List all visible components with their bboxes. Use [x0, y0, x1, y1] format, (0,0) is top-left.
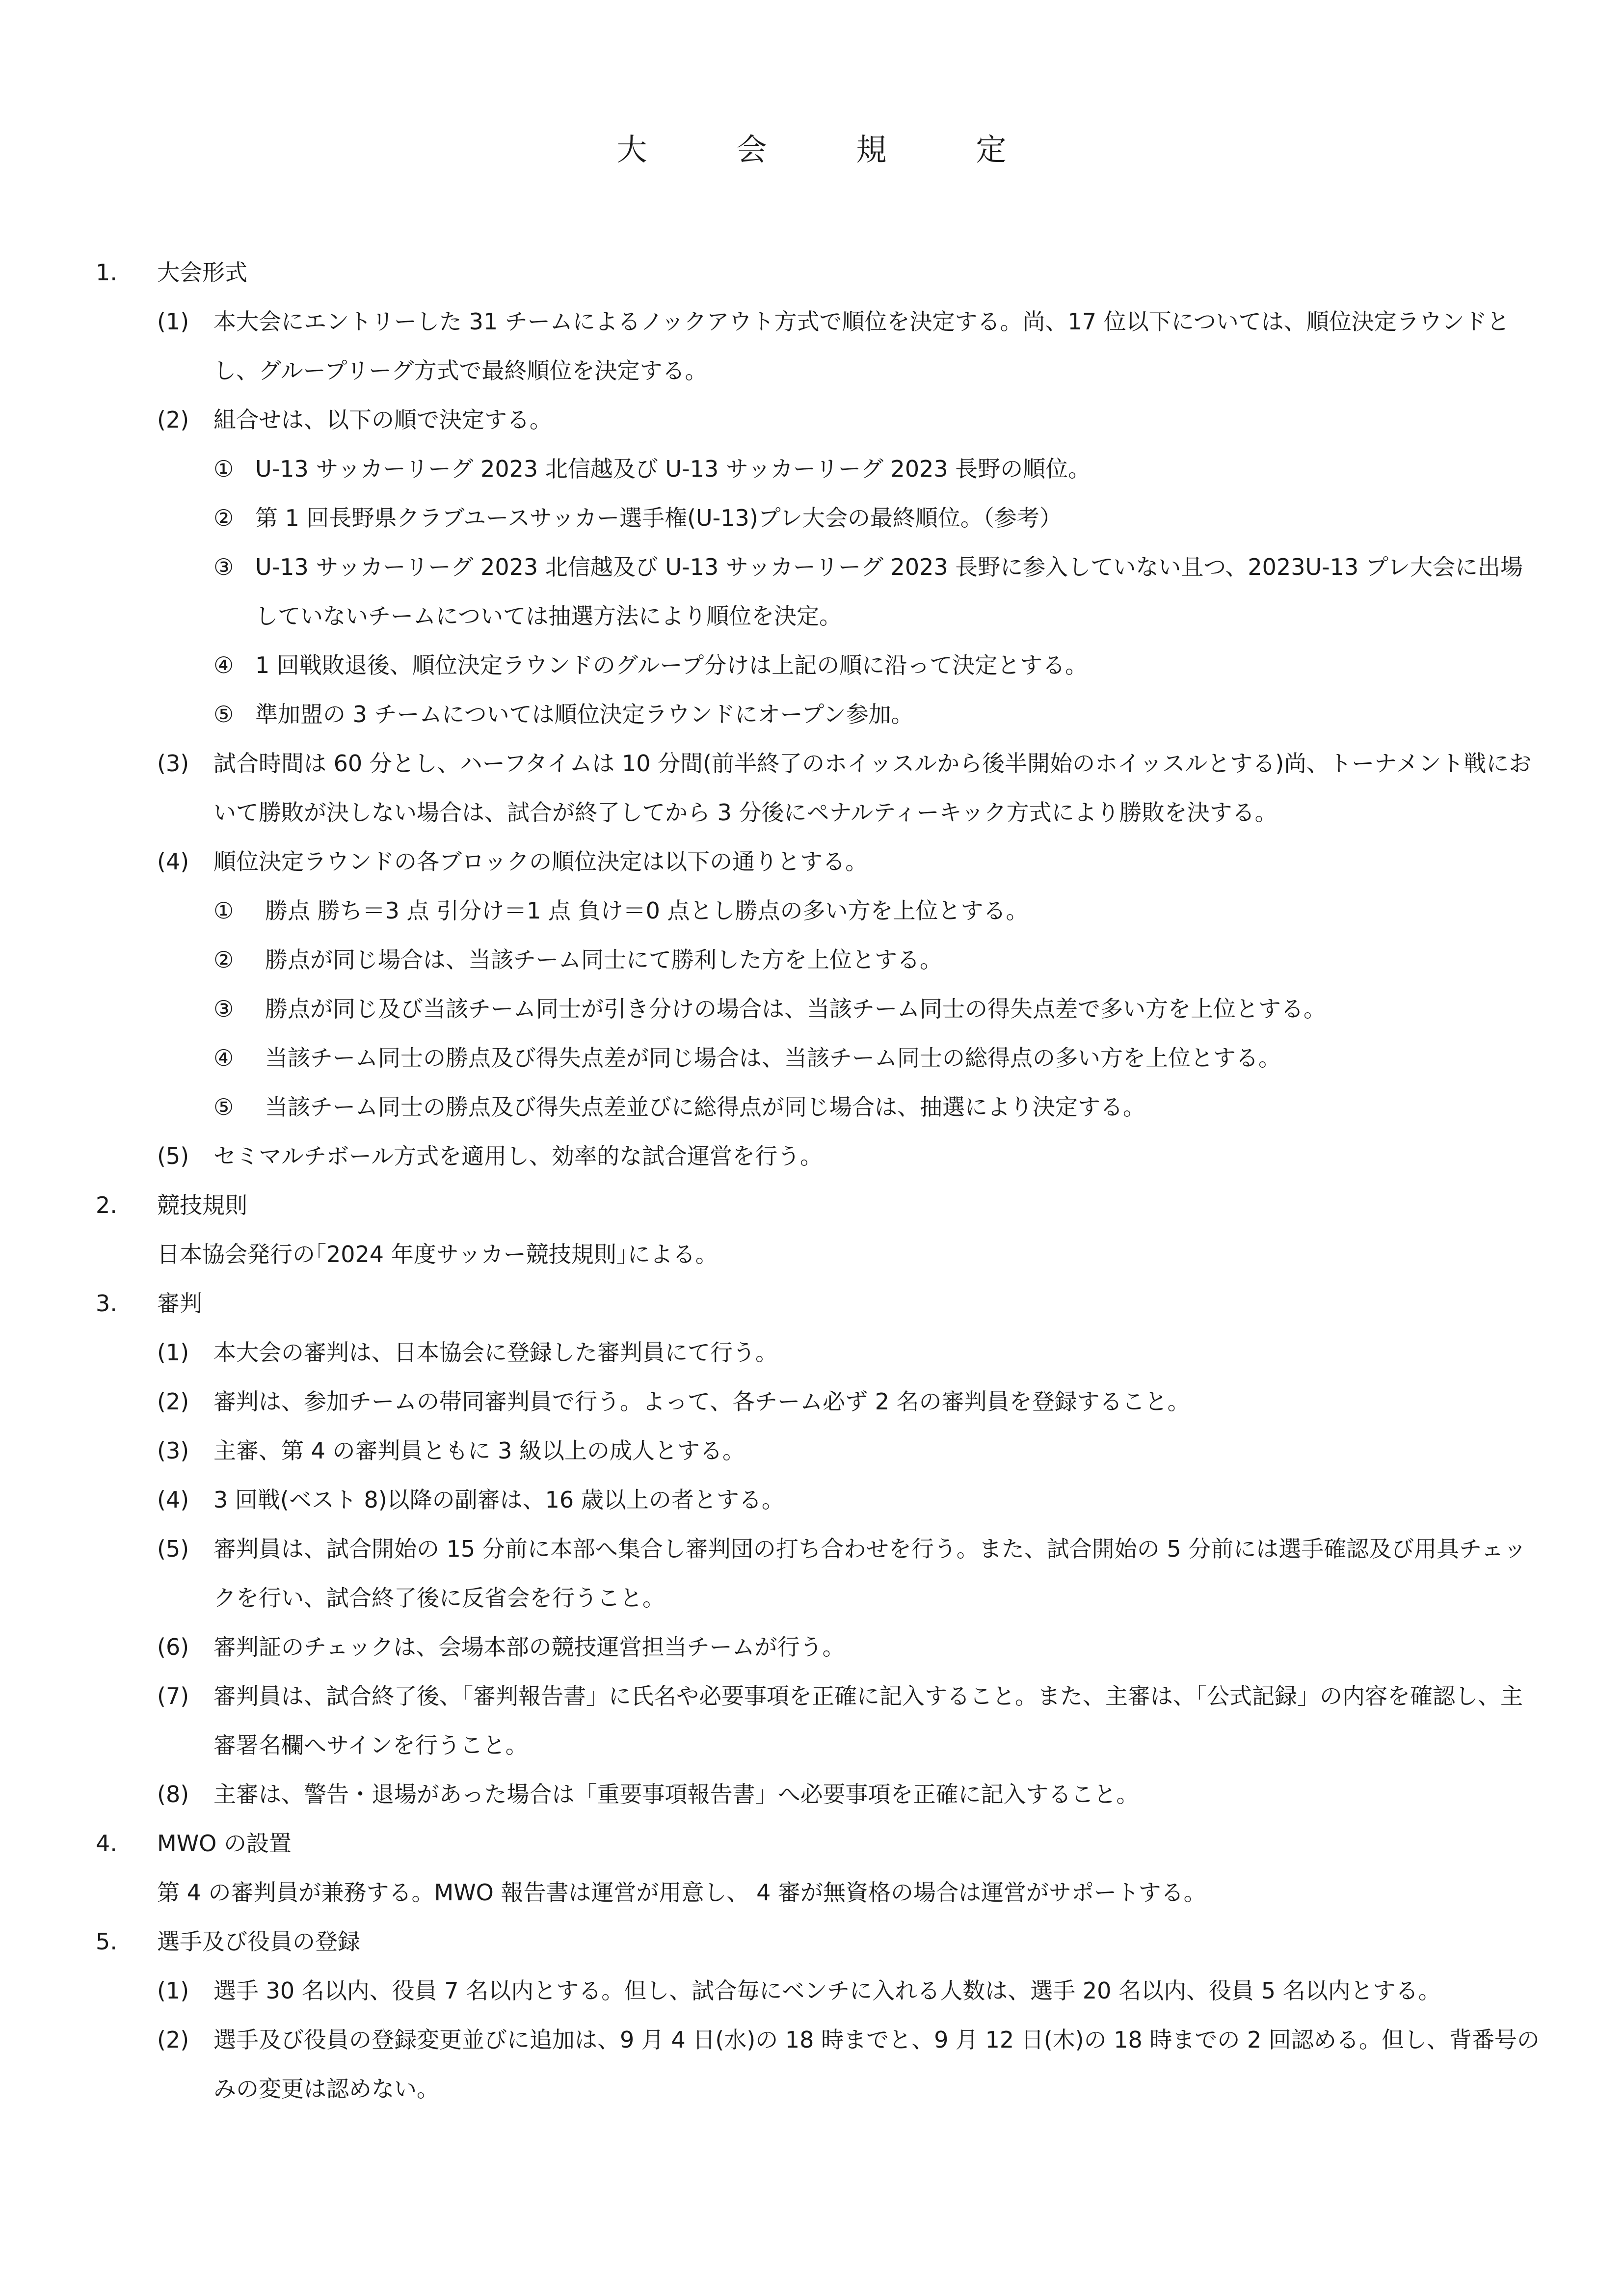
item-text: 本大会の審判は、日本協会に登録した審判員にて行う。 [213, 1339, 778, 1366]
ranking-rule-text: 当該チーム同士の勝点及び得失点差が同じ場合は、当該チーム同士の総得点の多い方を上位とする。 [265, 1045, 1281, 1071]
list-item [157, 1475, 1543, 1524]
section-number: 5. [96, 1928, 117, 1955]
sub-item [213, 690, 1543, 739]
ranking-rule-text: 勝点が同じ及び当該チーム同士が引き分けの場合は、当該チーム同士の得失点差で多い方を上位とする。 [265, 996, 1326, 1022]
section-heading: 選手及び役員の登録 [157, 1928, 360, 1955]
sub-item [213, 444, 1543, 493]
list-item [157, 1770, 1543, 1819]
item-number: (2) [157, 1388, 189, 1415]
list-item [157, 1672, 1543, 1770]
section-heading: MWO の設置 [157, 1830, 292, 1857]
item-text: 審判員は、試合開始の 15 分前に本部へ集合し審判団の打ち合わせを行う。また、試合開始の 5 分前には選手確認及び用具チェックを行い、試合終了後に反省会を行うこと。 [213, 1536, 1526, 1611]
section [96, 1819, 1543, 1917]
item-number: (4) [157, 1486, 189, 1513]
item-text: 本大会にエントリーした 31 チームによるノックアウト方式で順位を決定する。尚、17 位以下については、順位決定ラウンドとし、グループリーグ方式で最終順位を決定する。 [213, 308, 1510, 384]
sub-item-text: 準加盟の 3 チームについては順位決定ラウンドにオープン参加。 [255, 701, 914, 728]
sub-item-number: ③ [213, 554, 234, 580]
sub-item [213, 542, 1543, 641]
item-number: (7) [157, 1683, 189, 1709]
list-item [157, 297, 1543, 395]
sub-item [213, 493, 1543, 542]
list-item [157, 1524, 1543, 1622]
page-title: 大 会 規 定 [616, 132, 1036, 167]
list-item [157, 837, 1543, 1132]
sub-item [213, 641, 1543, 690]
list-item [157, 739, 1543, 837]
ranking-rule-number: ② [213, 946, 234, 973]
item-number: (5) [157, 1143, 189, 1169]
item-text: 審判員は、試合終了後、「審判報告書」に氏名や必要事項を正確に記入すること。また、主審は、「公式記録」の内容を確認し、主審署名欄へサインを行うこと。 [213, 1683, 1523, 1758]
ranking-rule-text: 勝点 勝ち＝3 点 引分け＝1 点 負け＝0 点とし勝点の多い方を上位とする。 [265, 897, 1029, 924]
item-text: 組合せは、以下の順で決定する。 [213, 406, 552, 433]
sub-item-number: ④ [213, 652, 234, 678]
list-item [157, 1377, 1543, 1426]
section [96, 1917, 1543, 2113]
section-heading: 競技規則 [157, 1192, 247, 1218]
ranking-rule-number: ① [213, 897, 234, 924]
item-text: 主審、第 4 の審判員ともに 3 級以上の成人とする。 [213, 1437, 745, 1464]
item-number: (6) [157, 1634, 189, 1660]
list-item [157, 1622, 1543, 1672]
item-number: (5) [157, 1536, 189, 1562]
regulations-body [96, 248, 1543, 2113]
ranking-rule [213, 935, 1543, 984]
ranking-rule [213, 984, 1543, 1033]
list-item [157, 1966, 1543, 2015]
item-number: (3) [157, 750, 189, 777]
item-text: 審判証のチェックは、会場本部の競技運営担当チームが行う。 [213, 1634, 845, 1660]
section-heading: 大会形式 [157, 259, 247, 286]
ranking-rule [213, 886, 1543, 935]
sub-item-text: 第 1 回長野県クラブユースサッカー選手権(U-13)プレ大会の最終順位。（参考） [255, 505, 1062, 531]
item-text: 審判は、参加チームの帯同審判員で行う。よって、各チーム必ず 2 名の審判員を登録すること。 [213, 1388, 1190, 1415]
item-number: (2) [157, 2026, 189, 2053]
item-text: 選手 30 名以内、役員 7 名以内とする。但し、試合毎にベンチに入れる人数は、選手 20 名以内、役員 5 名以内とする。 [213, 1977, 1441, 2004]
item-number: (1) [157, 1977, 189, 2004]
ranking-rule-number: ④ [213, 1045, 234, 1071]
section [96, 1181, 1543, 1279]
section-body-text: 第 4 の審判員が兼務する。MWO 報告書は運営が用意し、 4 審が無資格の場合は運営がサポートする。 [157, 1879, 1206, 1906]
item-text: 順位決定ラウンドの各ブロックの順位決定は以下の通りとする。 [213, 848, 868, 875]
item-number: (8) [157, 1781, 189, 1808]
list-item [157, 1328, 1543, 1377]
section-body-text: 日本協会発行の｢2024 年度サッカー競技規則｣による。 [157, 1241, 718, 1268]
item-text: 3 回戦(ベスト 8)以降の副審は、16 歳以上の者とする。 [213, 1486, 784, 1513]
list-item [157, 1426, 1543, 1475]
section [96, 1279, 1543, 1819]
list-item [157, 2015, 1543, 2113]
sub-item-number: ⑤ [213, 701, 234, 728]
section-number: 3. [96, 1290, 117, 1317]
list-item [157, 395, 1543, 739]
item-text: セミマルチボール方式を適用し、効率的な試合運営を行う。 [213, 1143, 823, 1169]
item-number: (1) [157, 308, 189, 335]
item-number: (1) [157, 1339, 189, 1366]
section-number: 4. [96, 1830, 117, 1857]
ranking-rule-text: 勝点が同じ場合は、当該チーム同士にて勝利した方を上位とする。 [265, 946, 942, 973]
sub-item-text: U-13 サッカーリーグ 2023 北信越及び U-13 サッカーリーグ 2023 長野の順位。 [255, 456, 1091, 482]
item-text: 主審は、警告・退場があった場合は「重要事項報告書」へ必要事項を正確に記入すること。 [213, 1781, 1139, 1808]
item-number: (2) [157, 406, 189, 433]
sub-item-number: ① [213, 456, 234, 482]
ranking-rule [213, 1082, 1543, 1132]
ranking-rule-number: ⑤ [213, 1094, 234, 1120]
item-text: 試合時間は 60 分とし、ハーフタイムは 10 分間(前半終了のホイッスルから後半開始のホイッスルとする)尚、トーナメント戦において勝敗が決しない場合は、試合が終了してから 3 分後にペナルティーキック方式により勝敗を決する。 [213, 750, 1532, 826]
list-item [157, 1132, 1543, 1181]
sub-item-text: U-13 サッカーリーグ 2023 北信越及び U-13 サッカーリーグ 2023 長野に参入していない且つ、2023U-13 プレ大会に出場していないチームについては抽選方法により順位を決定。 [255, 554, 1523, 629]
ranking-rule-text: 当該チーム同士の勝点及び得失点差並びに総得点が同じ場合は、抽選により決定する。 [265, 1094, 1145, 1120]
section [96, 248, 1543, 1181]
ranking-rule-number: ③ [213, 996, 234, 1022]
ranking-rule [213, 1033, 1543, 1082]
section-number: 1. [96, 259, 117, 286]
section-heading: 審判 [157, 1290, 202, 1317]
item-number: (3) [157, 1437, 189, 1464]
section-number: 2. [96, 1192, 117, 1218]
sub-item-text: 1 回戦敗退後、順位決定ラウンドのグループ分けは上記の順に沿って決定とする。 [255, 652, 1088, 678]
item-text: 選手及び役員の登録変更並びに追加は、9 月 4 日(水)の 18 時までと、9 月 12 日(木)の 18 時までの 2 回認める。但し、背番号のみの変更は認めない。 [213, 2026, 1540, 2102]
item-number: (4) [157, 848, 189, 875]
sub-item-number: ② [213, 505, 234, 531]
